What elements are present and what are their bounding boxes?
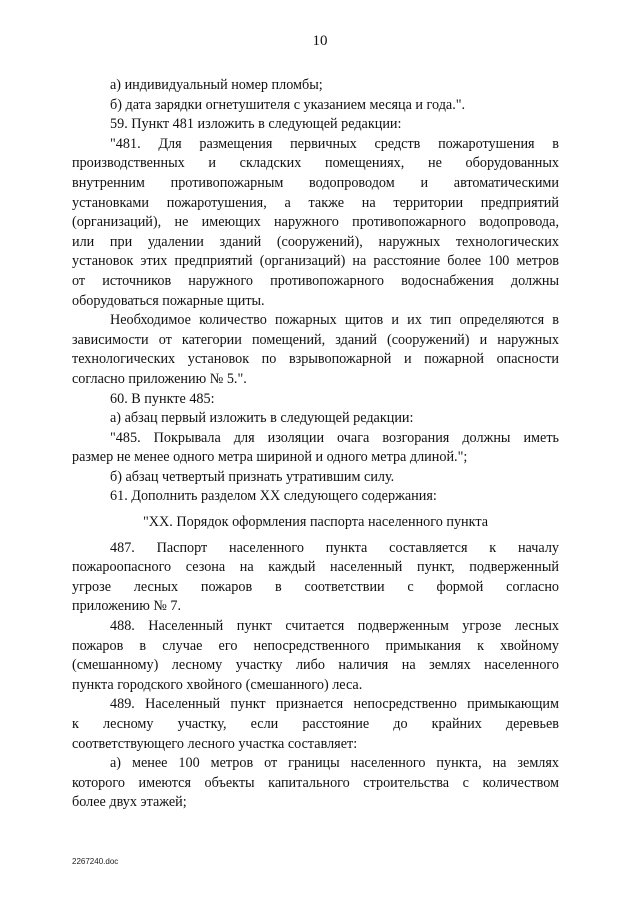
text-line: "481. Для размещения первичных средств пожаротушения в: [110, 135, 559, 152]
text-line: б) дата зарядки огнетушителя с указанием месяца и года.".: [110, 96, 466, 113]
text-line: (смешанному) лесному участку либо наличия на землях населенного: [72, 657, 559, 674]
text-line: внутренним противопожарным водопроводом и автоматическими: [72, 174, 559, 191]
text-line: 60. В пункте 485:: [110, 390, 215, 407]
text-line: пункта городского хвойного (смешанного) леса.: [72, 676, 363, 693]
text-line: (организаций), не имеющих наружного противопожарного водопровода,: [72, 214, 559, 231]
document-body: [72, 76, 559, 813]
text-line: угрозе лесных пожаров в соответствии с формой согласно: [72, 578, 559, 595]
text-line: производственных и складских помещениях, не оборудованных: [72, 155, 559, 172]
text-line: 487. Паспорт населенного пункта составляется к началу: [110, 539, 559, 556]
text-line: соответствующего лесного участка составляет:: [72, 735, 358, 752]
text-line: "485. Покрывала для изоляции очага возгорания должны иметь: [110, 429, 559, 446]
text-line: более двух этажей;: [72, 794, 187, 811]
text-line: установками пожаротушения, а также на территории предприятий: [72, 194, 559, 211]
text-line: 488. Населенный пункт считается подверженным угрозе лесных: [110, 618, 559, 635]
text-line: установок этих предприятий (организаций) на расстояние более 100 метров: [72, 253, 559, 270]
text-line: к лесному участку, если расстояние до крайних деревьев: [72, 716, 559, 732]
text-line: а) менее 100 метров от границы населенного пункта, на землях: [110, 755, 559, 772]
text-line: размер не менее одного метра шириной и одного метра длиной.";: [72, 449, 468, 466]
text-line: 61. Дополнить разделом XX следующего содержания:: [110, 488, 437, 505]
text-line: 489. Населенный пункт признается непосредственно примыкающим: [110, 696, 559, 713]
document-footer-filename: 2267240.doc: [72, 857, 119, 866]
text-line: согласно приложению № 5.".: [72, 370, 247, 387]
text-line: пожароопасного сезона на каждый населенный пункт, подверженный: [72, 559, 559, 576]
text-line: от источников наружного противопожарного водоснабжения должны: [72, 272, 559, 289]
text-line: б) абзац четвертый признать утратившим силу.: [110, 468, 395, 485]
text-line: приложению № 7.: [72, 598, 182, 615]
text-line: зависимости от категории помещений, зданий (сооружений) и наружных: [72, 331, 559, 348]
text-line: технологических установок по взрывопожарной и пожарной опасности: [72, 351, 559, 368]
text-line: или при удалении зданий (сооружений), наружных технологических: [72, 233, 559, 250]
text-line: оборудоваться пожарные щиты.: [72, 292, 265, 309]
text-line: а) индивидуальный номер пломбы;: [110, 77, 323, 93]
section-heading: "XX. Порядок оформления паспорта населенного пункта: [142, 514, 489, 531]
page-number: 10: [312, 33, 328, 49]
text-line: Необходимое количество пожарных щитов и их тип определяются в: [110, 312, 559, 329]
text-line: а) абзац первый изложить в следующей редакции:: [110, 410, 414, 427]
text-line: которого имеются объекты капитального строительства с количеством: [72, 774, 559, 791]
text-line: 59. Пункт 481 изложить в следующей редакции:: [110, 116, 402, 133]
text-line: пожаров в случае его непосредственного примыкания к хвойному: [72, 637, 559, 654]
